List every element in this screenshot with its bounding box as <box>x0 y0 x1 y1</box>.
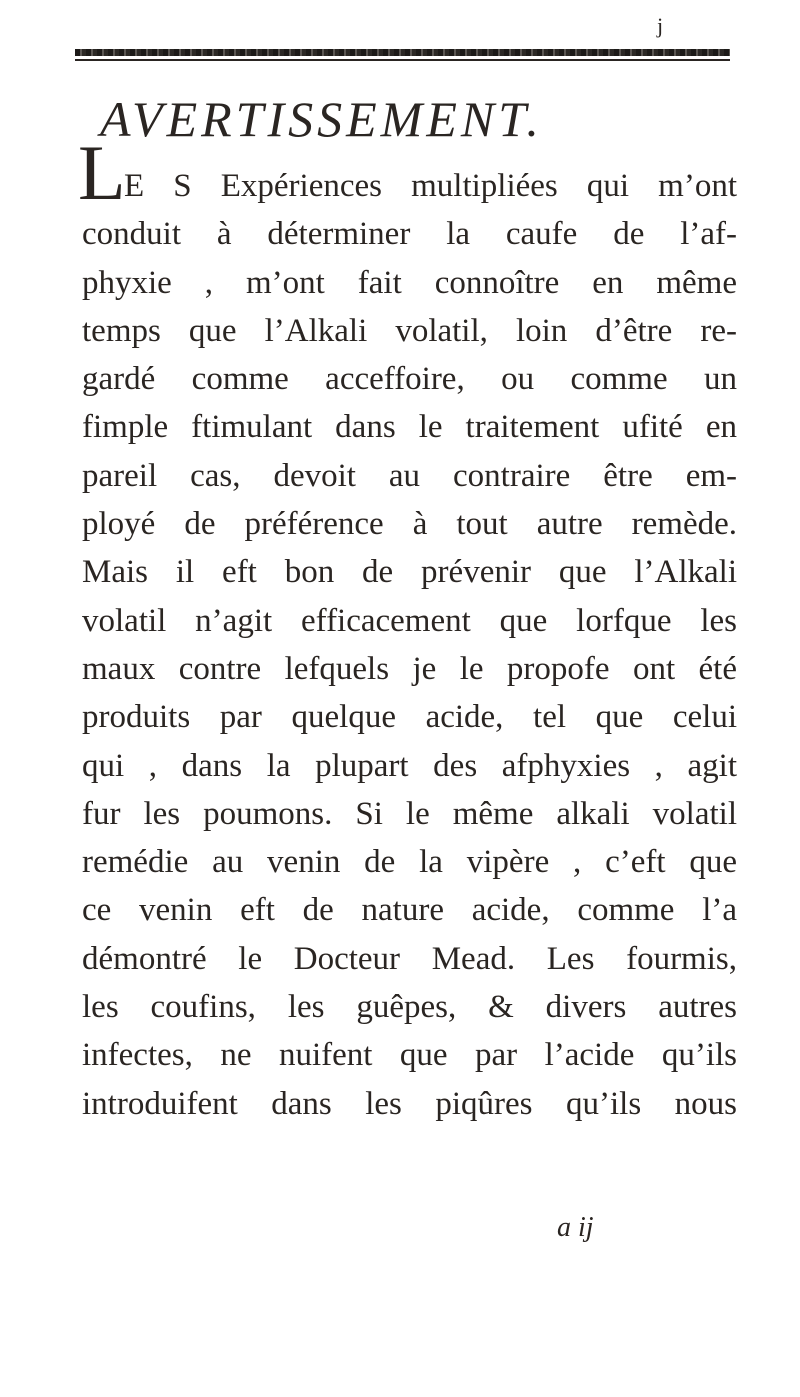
paragraph-line: conduit à déterminer la caufe de l’af- <box>82 216 737 253</box>
header-ornament <box>75 46 730 66</box>
paragraph-line: produits par quelque acide, tel que celui <box>82 699 737 736</box>
paragraph-line: qui , dans la plupart des afphyxies , agit <box>82 747 737 784</box>
paragraph-line: ce venin eft de nature acide, comme l’a <box>82 892 737 929</box>
paragraph-line: phyxie , m’ont fait connoître en même <box>82 264 737 301</box>
paragraph-line: temps que l’Alkali volatil, loin d’être re- <box>82 312 737 349</box>
paragraph-line: remédie au venin de la vipère , c’eft que <box>82 844 737 881</box>
paragraph-line: maux contre lefquels je le propofe ont été <box>82 650 737 687</box>
paragraph <box>78 129 737 1128</box>
page-title: AVERTISSEMENT. <box>100 91 543 147</box>
paragraph-line: gardé comme acceffoire, ou comme un <box>82 361 737 398</box>
first-line-text: E S Expériences multipliées qui m’ont <box>124 168 737 204</box>
drop-cap: L <box>78 129 126 216</box>
paragraph-line: démontré le Docteur Mead. Les fourmis, <box>82 940 737 977</box>
paragraph-line: les coufins, les guêpes, & divers autres <box>82 989 737 1026</box>
paragraph-line: ployé de préférence à tout autre remède. <box>82 506 737 543</box>
paragraph-line: fimple ftimulant dans le traitement ufité en <box>82 409 737 446</box>
paragraph-line: pareil cas, devoit au contraire être em- <box>82 457 737 494</box>
paragraph-line: fur les poumons. Si le même alkali volatil <box>82 795 737 832</box>
signature-mark: a ij <box>557 1212 594 1243</box>
paragraph-line-first <box>78 129 737 216</box>
ornament-rule <box>75 59 730 61</box>
paragraph-line: volatil n’agit efficacement que lorfque les <box>82 602 737 639</box>
paragraph-line: Mais il eft bon de prévenir que l’Alkali <box>82 554 737 591</box>
paragraph-line: infectes, ne nuifent que par l’acide qu’ils <box>82 1037 737 1074</box>
page-marker: j <box>656 13 664 38</box>
paragraph-line: introduifent dans les piqûres qu’ils nous <box>82 1085 737 1122</box>
ornament-band <box>75 49 730 56</box>
